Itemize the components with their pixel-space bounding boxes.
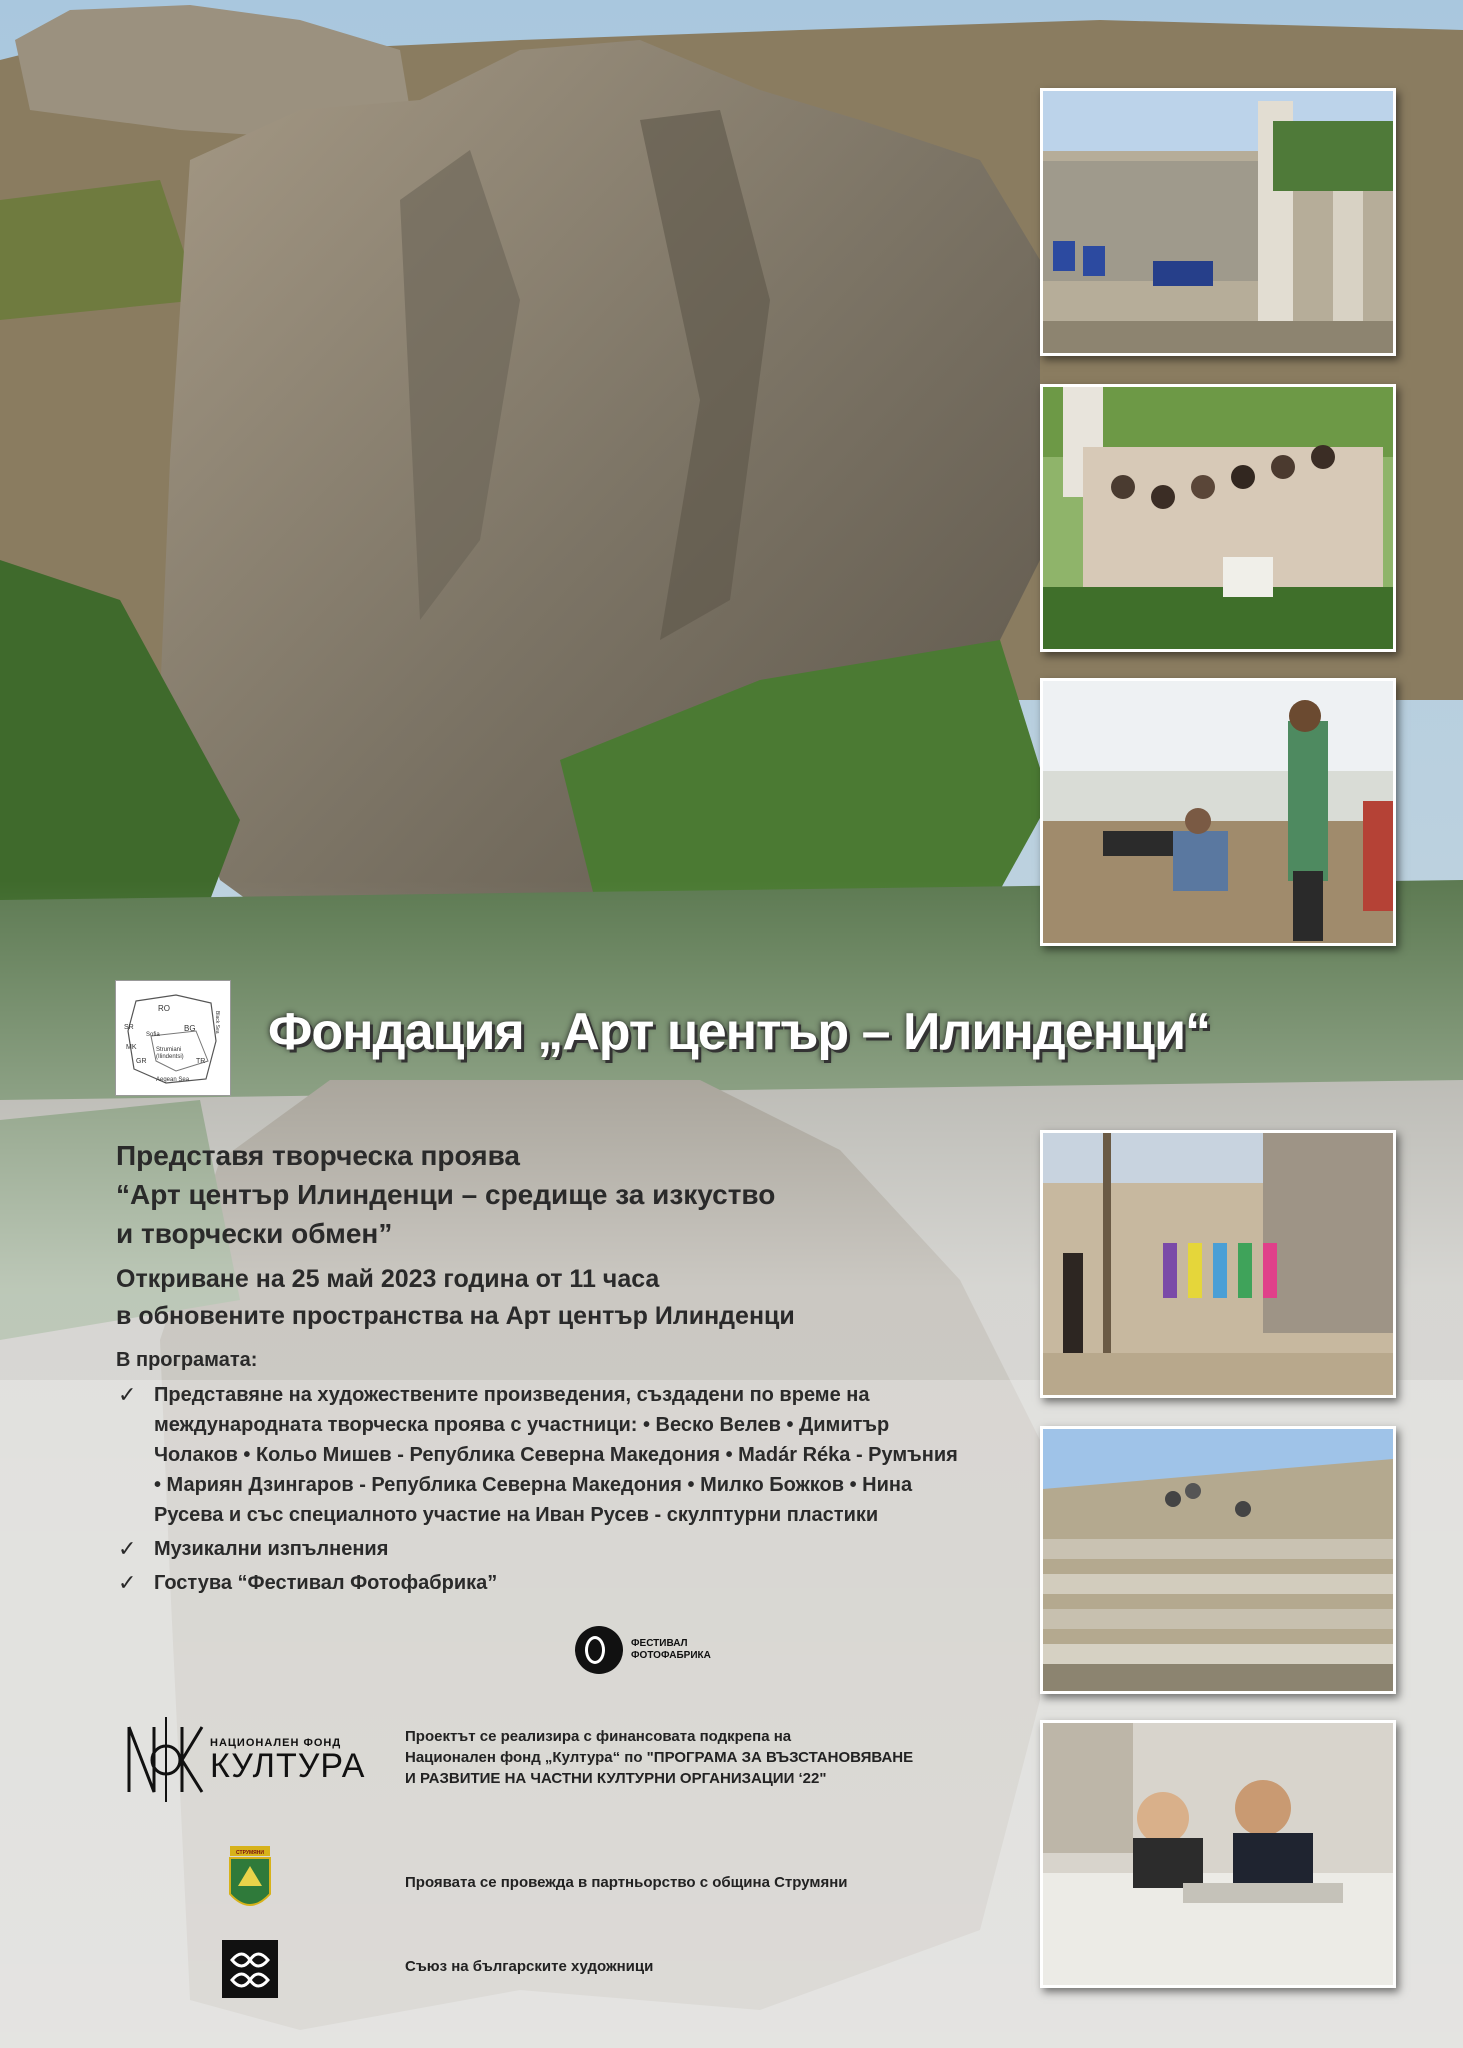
photo-stone-amphitheatre (1040, 1426, 1396, 1694)
fotofabrika-line: ФОТОФАБРИКА (631, 1650, 711, 1661)
foundation-title: Фондация „Арт център – Илинденци“ (268, 1003, 1211, 1061)
presents-line: Представя творческа проява (116, 1140, 520, 1171)
checkmark-icon: ✓ (118, 1570, 137, 1595)
photo-choir-courtyard (1040, 1130, 1396, 1398)
map-label: Black Sea (214, 1011, 220, 1034)
foundation-map-logo (115, 980, 231, 1096)
project-line: И РАЗВИТИЕ НА ЧАСТНИ КУЛТУРНИ ОРГАНИЗАЦИИ ‘22" (405, 1770, 827, 1787)
crest-label: СТРУМЯНИ (236, 1850, 264, 1856)
presents-block (116, 1136, 1016, 1253)
map-label: BG (184, 1024, 196, 1033)
fotofabrika-logo (575, 1626, 711, 1674)
map-label: GR (136, 1058, 147, 1065)
program-item-text: Представяне на художествените произведения, създадени по време на международната творческа проява с участници: • Веско Велев • Димитър Чолаков • Кольо Мишев - Република Северна Македония • Madár Réka - Румъния • Мариян Дзингаров - Република Северна Македония • Милко Божков • Нина Русева и със специалното участие на Иван Русев - скулптурни пластики (154, 1384, 958, 1526)
artists-union-note: Съюз на българските художници (405, 1958, 654, 1975)
map-label: Strumiani (156, 1047, 182, 1053)
map-label: MK (126, 1044, 137, 1051)
program-label: В програмата: (116, 1349, 258, 1371)
ncf-big-label: КУЛТУРА (210, 1746, 366, 1785)
map-label: Sofia (146, 1032, 160, 1038)
checkmark-icon: ✓ (118, 1536, 137, 1561)
program-list (116, 1380, 966, 1598)
opening-line: в обновените пространства на Арт център Илинденци (116, 1302, 795, 1330)
project-funding-note (405, 1726, 1005, 1789)
photo-crowd-visitors (1040, 384, 1396, 652)
map-label: TR (196, 1058, 206, 1065)
project-line: Национален фонд „Култура“ по "ПРОГРАМА ЗА ВЪЗСТАНОВЯВАНЕ (405, 1749, 914, 1766)
map-label: Aegean Sea (156, 1077, 190, 1083)
map-label: SR (124, 1024, 134, 1031)
artists-union-logo (222, 1940, 278, 1998)
checkmark-icon: ✓ (118, 1382, 137, 1407)
photo-children-drawing (1040, 1720, 1396, 1988)
fotofabrika-line: ФЕСТИВАЛ (631, 1638, 688, 1649)
ncf-emblem-icon (124, 1712, 204, 1807)
program-item (116, 1380, 966, 1530)
presents-line: “Арт център Илинденци – средище за изкуство (116, 1179, 776, 1210)
opening-block (116, 1261, 1016, 1335)
partner-note: Проявата се провежда в партньорство с община Струмяни (405, 1874, 848, 1891)
program-item-text: Музикални изпълнения (154, 1538, 389, 1560)
opening-line: Откриване на 25 май 2023 година от 11 часа (116, 1265, 660, 1293)
program-item (116, 1568, 966, 1598)
artists-union-mark-icon (222, 1940, 278, 1998)
strumyani-crest-icon (226, 1846, 274, 1918)
event-content (116, 1136, 1016, 1602)
national-culture-fund-logo (124, 1712, 365, 1807)
photo-sculptures-wall (1040, 88, 1396, 356)
program-item-text: Гостува “Фестивал Фотофабрика” (154, 1572, 498, 1594)
project-line: Проектът се реализира с финансовата подкрепа на (405, 1728, 792, 1745)
program-item (116, 1534, 966, 1564)
map-label: (Ilindentsi) (156, 1054, 184, 1060)
presents-line: и творчески обмен” (116, 1218, 393, 1249)
photo-music-performance (1040, 678, 1396, 946)
fotofabrika-mark-icon (575, 1626, 623, 1674)
ncf-small-label: НАЦИОНАЛЕН ФОНД (210, 1736, 342, 1749)
map-label: RO (158, 1004, 170, 1013)
